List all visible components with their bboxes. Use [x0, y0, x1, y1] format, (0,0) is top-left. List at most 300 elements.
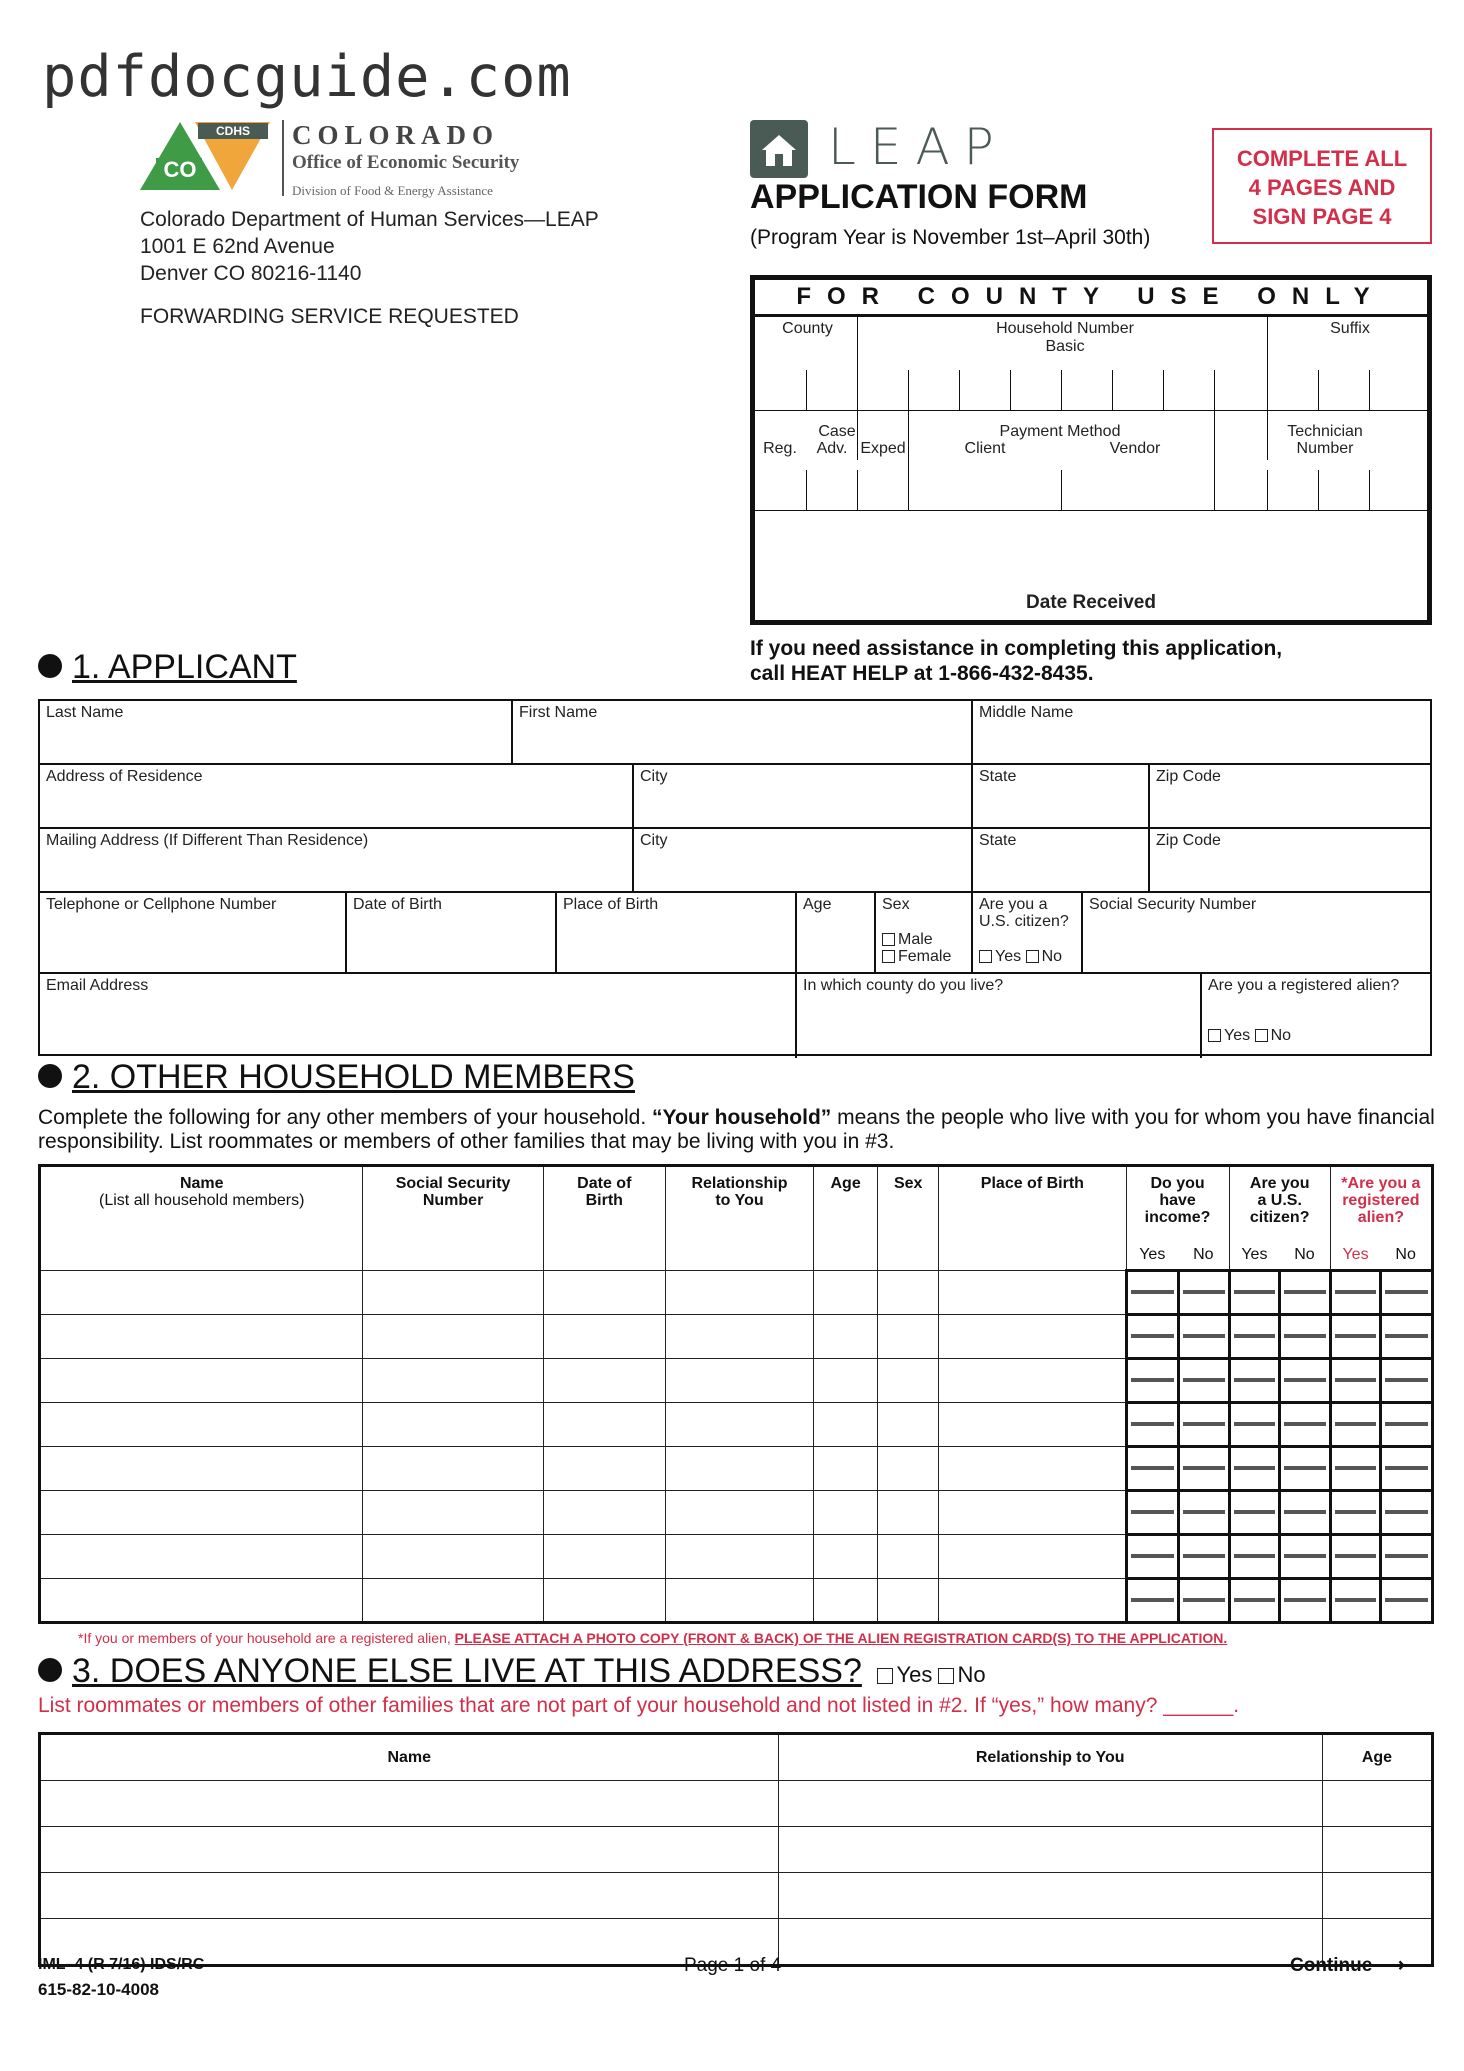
col-citizen-l3: citizen?	[1249, 1209, 1310, 1226]
col-rel-l1: Relationship	[691, 1175, 788, 1192]
answer-cell[interactable]	[1178, 1490, 1229, 1534]
answer-box[interactable]	[1335, 1334, 1376, 1338]
household-cell[interactable]	[543, 1446, 665, 1490]
household-row	[40, 1358, 1433, 1402]
form-number: 615-82-10-4008	[38, 1980, 159, 1999]
income-yes: Yes	[1126, 1226, 1178, 1270]
house-icon	[750, 120, 808, 178]
household-cell[interactable]	[878, 1402, 939, 1446]
answer-box[interactable]	[1385, 1378, 1428, 1382]
col-dob-l1: Date of	[577, 1175, 632, 1192]
client-label: Client	[964, 440, 1006, 457]
household-cell[interactable]	[363, 1490, 543, 1534]
rm-col-age: Age	[1322, 1734, 1432, 1781]
household-cell[interactable]	[40, 1578, 363, 1622]
citizen-yes-label: Yes	[995, 948, 1022, 965]
leap-wordmark: LEAP	[828, 118, 1008, 176]
household-cell[interactable]	[40, 1270, 363, 1314]
household-row	[40, 1534, 1433, 1578]
answer-box[interactable]	[1183, 1378, 1225, 1382]
last-name-label: Last Name	[46, 704, 124, 721]
household-cell[interactable]	[814, 1270, 878, 1314]
household-rows	[40, 1270, 1433, 1622]
household-cell[interactable]	[814, 1314, 878, 1358]
colorado-wordmark: COLORADO	[292, 120, 500, 150]
roommate-cell[interactable]	[40, 1827, 779, 1873]
answer-box[interactable]	[1335, 1554, 1376, 1558]
answer-cell[interactable]	[1229, 1270, 1279, 1314]
citizen-question	[979, 896, 1069, 930]
county-question: In which county do you live?	[803, 977, 1004, 994]
answer-cell[interactable]	[1178, 1446, 1229, 1490]
answer-cell[interactable]	[1380, 1446, 1432, 1490]
answer-cell[interactable]	[1178, 1358, 1229, 1402]
female-label: Female	[898, 948, 952, 965]
answer-box[interactable]	[1385, 1554, 1428, 1558]
col-rel-l2: to You	[715, 1192, 764, 1209]
answer-box[interactable]	[1284, 1334, 1326, 1338]
rm-col-relationship: Relationship to You	[778, 1734, 1322, 1781]
alien-no: No	[1380, 1226, 1432, 1270]
household-cell[interactable]	[363, 1534, 543, 1578]
answer-cell[interactable]	[1380, 1578, 1432, 1622]
col-income-l1: Do you	[1150, 1175, 1205, 1192]
household-cell[interactable]	[40, 1314, 363, 1358]
answer-cell[interactable]	[1380, 1402, 1432, 1446]
alien-no-checkbox[interactable]	[1255, 1029, 1268, 1042]
cdhs-logo	[140, 120, 280, 192]
citizen-yes-no	[979, 948, 1062, 966]
help-line-1: If you need assistance in completing this application,	[750, 637, 1283, 660]
watermark: pdfdocguide.com	[42, 44, 572, 110]
intro-part-b: “Your household”	[652, 1106, 832, 1129]
col-dob-l2: Birth	[585, 1192, 623, 1209]
section-2-heading	[38, 1058, 635, 1097]
complete-all-notice	[1212, 128, 1432, 244]
male-label: Male	[898, 931, 933, 948]
answer-cell[interactable]	[1279, 1402, 1330, 1446]
answer-cell[interactable]	[1330, 1446, 1380, 1490]
household-number-label: Household Number	[996, 320, 1134, 337]
household-row	[40, 1490, 1433, 1534]
section-3-heading	[38, 1652, 986, 1691]
citizen-no: No	[1279, 1226, 1330, 1270]
household-cell[interactable]	[814, 1578, 878, 1622]
answer-cell[interactable]	[1126, 1402, 1178, 1446]
roommates-table	[38, 1732, 1434, 1967]
col-citizen-l1: Are you	[1249, 1175, 1310, 1192]
household-cell[interactable]	[363, 1402, 543, 1446]
section-1-heading	[38, 648, 297, 687]
household-cell[interactable]	[939, 1270, 1126, 1314]
household-cell[interactable]	[363, 1270, 543, 1314]
roommate-cell[interactable]	[40, 1873, 779, 1919]
city-label: City	[640, 768, 668, 785]
answer-cell[interactable]	[1229, 1314, 1279, 1358]
col-ssn-l1: Social Security	[395, 1175, 511, 1192]
citizen-yes-checkbox[interactable]	[979, 950, 992, 963]
answer-cell[interactable]	[1126, 1314, 1178, 1358]
roommate-row	[40, 1873, 1433, 1919]
answer-box[interactable]	[1234, 1422, 1275, 1426]
answer-cell[interactable]	[1279, 1270, 1330, 1314]
basic-label: Basic	[1045, 338, 1085, 355]
household-cell[interactable]	[543, 1490, 665, 1534]
household-cell[interactable]	[878, 1270, 939, 1314]
answer-cell[interactable]	[1380, 1490, 1432, 1534]
alien-yes-checkbox[interactable]	[1208, 1029, 1221, 1042]
male-option[interactable]	[882, 931, 933, 949]
section-1-title: 1. APPLICANT	[72, 648, 297, 686]
answer-cell[interactable]	[1330, 1358, 1380, 1402]
roommate-cell[interactable]	[1322, 1873, 1432, 1919]
col-ssn-l2: Number	[422, 1192, 484, 1209]
col-name-sub: (List all household members)	[99, 1192, 305, 1209]
answer-cell[interactable]	[1380, 1270, 1432, 1314]
col-rel	[665, 1166, 813, 1271]
answer-cell[interactable]	[1279, 1490, 1330, 1534]
form-id: IML–4 (R 7/16) IDS/RC	[38, 1956, 205, 1973]
household-cell[interactable]	[939, 1402, 1126, 1446]
household-cell[interactable]	[878, 1490, 939, 1534]
answer-cell[interactable]	[1126, 1358, 1178, 1402]
household-cell[interactable]	[40, 1490, 363, 1534]
logo-divider	[282, 120, 284, 196]
answer-box[interactable]	[1131, 1554, 1174, 1558]
household-cell[interactable]	[665, 1446, 813, 1490]
answer-cell[interactable]	[1178, 1578, 1229, 1622]
household-cell[interactable]	[40, 1358, 363, 1402]
answer-box[interactable]	[1234, 1598, 1275, 1602]
answer-box[interactable]	[1284, 1466, 1326, 1470]
mailing-state-label: State	[979, 832, 1017, 849]
household-cell[interactable]	[878, 1314, 939, 1358]
col-name-label: Name	[179, 1175, 224, 1192]
household-cell[interactable]	[939, 1314, 1126, 1358]
bullet-icon	[38, 1064, 62, 1088]
office-name: Office of Economic Security	[292, 152, 520, 173]
household-cell[interactable]	[543, 1358, 665, 1402]
ssn-label: Social Security Number	[1089, 896, 1257, 913]
answer-box[interactable]	[1284, 1290, 1326, 1294]
answer-cell[interactable]	[1126, 1490, 1178, 1534]
answer-cell[interactable]	[1178, 1314, 1229, 1358]
roommate-cell[interactable]	[1322, 1827, 1432, 1873]
answer-box[interactable]	[1131, 1378, 1174, 1382]
answer-cell[interactable]	[1229, 1534, 1279, 1578]
answer-cell[interactable]	[1178, 1270, 1229, 1314]
citizen-no-checkbox[interactable]	[1026, 950, 1039, 963]
page-indicator: Page 1 of 4	[684, 1955, 782, 1976]
mailing-city-label: City	[640, 832, 668, 849]
anyone-else-no-checkbox[interactable]	[938, 1668, 954, 1684]
answer-cell[interactable]	[1126, 1446, 1178, 1490]
answer-box[interactable]	[1335, 1378, 1376, 1382]
household-row	[40, 1314, 1433, 1358]
col-citizen	[1229, 1166, 1330, 1227]
answer-box[interactable]	[1385, 1334, 1428, 1338]
answer-cell[interactable]	[1380, 1314, 1432, 1358]
anyone-else-yes-label: Yes	[896, 1662, 933, 1687]
answer-box[interactable]	[1385, 1422, 1428, 1426]
household-cell[interactable]	[543, 1534, 665, 1578]
answer-cell[interactable]	[1178, 1402, 1229, 1446]
alien-note	[78, 1630, 1227, 1646]
answer-box[interactable]	[1234, 1466, 1275, 1470]
answer-box[interactable]	[1131, 1598, 1174, 1602]
sex-label: Sex	[882, 896, 910, 913]
applicant-grid	[38, 699, 1432, 1056]
address-label: Address of Residence	[46, 768, 203, 785]
dob-label: Date of Birth	[353, 896, 442, 913]
answer-box[interactable]	[1385, 1466, 1428, 1470]
section-2-intro	[38, 1106, 1438, 1154]
answer-box[interactable]	[1131, 1510, 1174, 1514]
household-members-table	[38, 1164, 1434, 1624]
alien-yes-no	[1208, 1027, 1291, 1045]
female-checkbox[interactable]	[882, 950, 895, 963]
household-cell[interactable]	[814, 1358, 878, 1402]
household-cell[interactable]	[939, 1446, 1126, 1490]
answer-box[interactable]	[1234, 1510, 1275, 1514]
col-ssn	[363, 1166, 543, 1271]
answer-box[interactable]	[1385, 1290, 1428, 1294]
household-cell[interactable]	[814, 1446, 878, 1490]
household-cell[interactable]	[363, 1314, 543, 1358]
household-cell[interactable]	[665, 1402, 813, 1446]
program-year: (Program Year is November 1st–April 30th)	[750, 226, 1151, 249]
answer-box[interactable]	[1335, 1466, 1376, 1470]
suffix-label: Suffix	[1330, 320, 1370, 337]
anyone-else-yes-checkbox[interactable]	[877, 1668, 893, 1684]
alien-question: Are you a registered alien?	[1208, 977, 1400, 994]
answer-cell[interactable]	[1330, 1314, 1380, 1358]
citizen-q-line-2: U.S. citizen?	[979, 913, 1069, 930]
answer-cell[interactable]	[1229, 1490, 1279, 1534]
household-cell[interactable]	[363, 1578, 543, 1622]
arrow-right-icon: ⟶	[1377, 1955, 1405, 1976]
answer-cell[interactable]	[1229, 1578, 1279, 1622]
mailing-zip-label: Zip Code	[1156, 832, 1221, 849]
col-name	[40, 1166, 363, 1271]
answer-box[interactable]	[1335, 1290, 1376, 1294]
answer-box[interactable]	[1284, 1422, 1326, 1426]
household-cell[interactable]	[363, 1358, 543, 1402]
answer-box[interactable]	[1183, 1290, 1225, 1294]
roommate-cell[interactable]	[40, 1781, 779, 1827]
col-income-l3: income?	[1144, 1209, 1211, 1226]
col-age: Age	[814, 1166, 878, 1271]
answer-cell[interactable]	[1279, 1534, 1330, 1578]
household-cell[interactable]	[939, 1578, 1126, 1622]
col-alien	[1330, 1166, 1432, 1227]
alien-note-emphasis: PLEASE ATTACH A PHOTO COPY (FRONT & BACK) OF THE ALIEN REGISTRATION CARD(S) TO THE APPLICATION.	[454, 1630, 1228, 1646]
household-cell[interactable]	[878, 1534, 939, 1578]
return-address-line-3: Denver CO 80216-1140	[140, 262, 362, 285]
answer-cell[interactable]	[1279, 1358, 1330, 1402]
answer-cell[interactable]	[1380, 1534, 1432, 1578]
answer-cell[interactable]	[1279, 1578, 1330, 1622]
alien-note-text: *If you or members of your household are a registered alien,	[78, 1630, 455, 1646]
col-alien-l2: registered	[1342, 1192, 1420, 1209]
answer-box[interactable]	[1284, 1510, 1326, 1514]
form-title: APPLICATION FORM	[750, 178, 1088, 216]
household-cell[interactable]	[543, 1578, 665, 1622]
answer-box[interactable]	[1234, 1290, 1275, 1294]
answer-cell[interactable]	[1229, 1402, 1279, 1446]
answer-box[interactable]	[1284, 1378, 1326, 1382]
answer-cell[interactable]	[1229, 1446, 1279, 1490]
anyone-else-no-label: No	[957, 1662, 986, 1687]
household-row	[40, 1402, 1433, 1446]
county-use-heading: FOR COUNTY USE ONLY	[755, 280, 1427, 317]
middle-name-label: Middle Name	[979, 704, 1074, 721]
answer-cell[interactable]	[1126, 1270, 1178, 1314]
answer-cell[interactable]	[1380, 1358, 1432, 1402]
household-cell[interactable]	[543, 1314, 665, 1358]
answer-cell[interactable]	[1279, 1314, 1330, 1358]
section-3-title: 3. DOES ANYONE ELSE LIVE AT THIS ADDRESS?	[72, 1652, 862, 1690]
col-dob	[543, 1166, 665, 1271]
technician-label: Technician	[1287, 423, 1363, 440]
citizen-q-line-1: Are you a	[979, 896, 1048, 913]
household-cell[interactable]	[878, 1446, 939, 1490]
alien-no-label: No	[1270, 1027, 1292, 1044]
household-row	[40, 1578, 1433, 1622]
answer-box[interactable]	[1131, 1334, 1174, 1338]
answer-box[interactable]	[1335, 1510, 1376, 1514]
citizen-yes: Yes	[1229, 1226, 1279, 1270]
case-label: Case	[818, 423, 856, 440]
household-cell[interactable]	[814, 1534, 878, 1578]
payment-method-label: Payment Method	[999, 423, 1121, 440]
household-cell[interactable]	[939, 1534, 1126, 1578]
female-option[interactable]	[882, 948, 951, 966]
answer-box[interactable]	[1183, 1422, 1225, 1426]
intro-part-c: means the people who live with you for whom you have financial responsibility. List roommates or members of other families that may be living with you in #3.	[38, 1106, 1435, 1153]
answer-cell[interactable]	[1279, 1446, 1330, 1490]
answer-box[interactable]	[1131, 1290, 1174, 1294]
answer-cell[interactable]	[1330, 1270, 1380, 1314]
citizen-no-label: No	[1041, 948, 1063, 965]
household-cell[interactable]	[878, 1358, 939, 1402]
co-badge-text: CO	[163, 157, 197, 182]
household-row	[40, 1270, 1433, 1314]
answer-box[interactable]	[1385, 1510, 1428, 1514]
answer-cell[interactable]	[1330, 1402, 1380, 1446]
alien-yes: Yes	[1330, 1226, 1380, 1270]
answer-box[interactable]	[1284, 1554, 1326, 1558]
household-cell[interactable]	[665, 1314, 813, 1358]
zip-label: Zip Code	[1156, 768, 1221, 785]
household-cell[interactable]	[814, 1490, 878, 1534]
technician-number-label: Number	[1296, 440, 1354, 457]
roommate-cell[interactable]	[778, 1827, 1322, 1873]
answer-box[interactable]	[1234, 1554, 1275, 1558]
answer-box[interactable]	[1183, 1554, 1225, 1558]
notice-line-1: COMPLETE ALL	[1236, 146, 1408, 171]
state-label: State	[979, 768, 1017, 785]
answer-cell[interactable]	[1126, 1534, 1178, 1578]
household-cell[interactable]	[363, 1446, 543, 1490]
roommate-cell[interactable]	[778, 1781, 1322, 1827]
household-cell[interactable]	[814, 1402, 878, 1446]
continue-label	[1290, 1954, 1405, 1977]
household-cell[interactable]	[665, 1534, 813, 1578]
household-cell[interactable]	[665, 1490, 813, 1534]
household-cell[interactable]	[665, 1358, 813, 1402]
col-citizen-l2: a U.S.	[1257, 1192, 1302, 1209]
household-cell[interactable]	[543, 1402, 665, 1446]
roommate-row	[40, 1827, 1433, 1873]
section-3-yes-no	[871, 1662, 985, 1687]
answer-cell[interactable]	[1229, 1358, 1279, 1402]
household-cell[interactable]	[40, 1534, 363, 1578]
first-name-label: First Name	[519, 704, 598, 721]
adv-label: Adv.	[816, 440, 848, 457]
forwarding-notice: FORWARDING SERVICE REQUESTED	[140, 305, 519, 328]
division-name: Division of Food & Energy Assistance	[292, 183, 493, 198]
answer-box[interactable]	[1284, 1598, 1326, 1602]
section-3-instructions: List roommates or members of other families that are not part of your household and not listed in #2. If “yes,” how many? ______.	[38, 1694, 1240, 1717]
answer-box[interactable]	[1234, 1334, 1275, 1338]
answer-cell[interactable]	[1330, 1490, 1380, 1534]
answer-box[interactable]	[1183, 1466, 1225, 1470]
household-cell[interactable]	[40, 1402, 363, 1446]
household-cell[interactable]	[543, 1270, 665, 1314]
col-alien-l1: *Are you a	[1341, 1175, 1421, 1192]
county-label: County	[782, 320, 833, 337]
col-sex: Sex	[878, 1166, 939, 1271]
household-cell[interactable]	[939, 1490, 1126, 1534]
roommate-cell[interactable]	[778, 1919, 1322, 1966]
col-income	[1126, 1166, 1229, 1227]
household-cell[interactable]	[665, 1270, 813, 1314]
continue-text: Continue	[1290, 1955, 1373, 1976]
section-2-title: 2. OTHER HOUSEHOLD MEMBERS	[72, 1058, 635, 1096]
roommate-cell[interactable]	[778, 1873, 1322, 1919]
answer-box[interactable]	[1335, 1422, 1376, 1426]
answer-box[interactable]	[1183, 1334, 1225, 1338]
answer-box[interactable]	[1131, 1422, 1174, 1426]
household-cell[interactable]	[40, 1446, 363, 1490]
age-label: Age	[803, 896, 832, 913]
answer-cell[interactable]	[1330, 1534, 1380, 1578]
household-row	[40, 1446, 1433, 1490]
roommate-cell[interactable]	[1322, 1781, 1432, 1827]
answer-box[interactable]	[1385, 1598, 1428, 1602]
male-checkbox[interactable]	[882, 933, 895, 946]
reg-label: Reg.	[763, 440, 797, 457]
help-line-2: call HEAT HELP at 1-866-432-8435.	[750, 662, 1094, 685]
answer-cell[interactable]	[1330, 1578, 1380, 1622]
answer-cell[interactable]	[1178, 1534, 1229, 1578]
intro-part-a: Complete the following for any other members of your household.	[38, 1106, 652, 1129]
household-cell[interactable]	[939, 1358, 1126, 1402]
notice-line-2: 4 PAGES AND	[1248, 175, 1396, 200]
answer-box[interactable]	[1234, 1378, 1275, 1382]
answer-box[interactable]	[1183, 1598, 1225, 1602]
pob-label: Place of Birth	[563, 896, 659, 913]
household-cell[interactable]	[665, 1578, 813, 1622]
col-alien-l3: alien?	[1357, 1209, 1404, 1226]
answer-box[interactable]	[1335, 1598, 1376, 1602]
answer-box[interactable]	[1183, 1510, 1225, 1514]
answer-cell[interactable]	[1126, 1578, 1178, 1622]
household-cell[interactable]	[878, 1578, 939, 1622]
col-pob: Place of Birth	[939, 1166, 1126, 1271]
answer-box[interactable]	[1131, 1466, 1174, 1470]
